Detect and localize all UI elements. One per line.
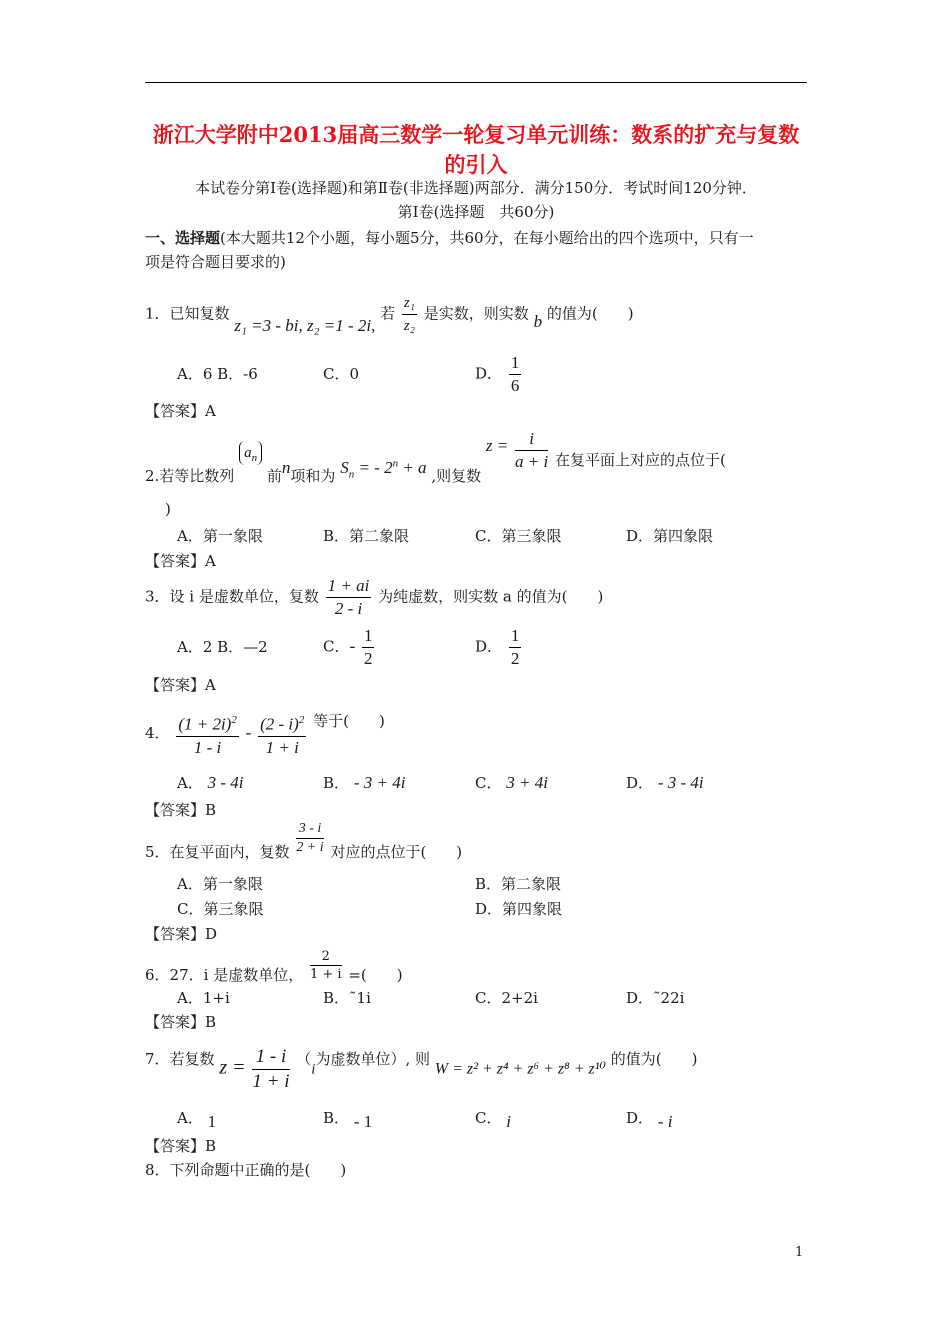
q7-z: z = (219, 1056, 246, 1079)
q6-answer-value: B (205, 1013, 217, 1031)
q2-opt-b: B．第二象限 (323, 527, 410, 545)
q3-num: 3．设 i 是虚数单位，复数 (145, 587, 319, 606)
q2-sn-sup: n (392, 456, 399, 469)
q7-frac-num: 1 - i (252, 1045, 289, 1070)
q6-frac-num: 2 (310, 948, 342, 966)
q7-opt-c-label: C． (475, 1109, 502, 1127)
part1-header: 第Ⅰ卷(选择题 共60分) (397, 203, 555, 221)
q2-opt-a: A．第一象限 (177, 527, 263, 545)
q3-opt-c-sign: - (349, 636, 356, 656)
q5-opt-b: B．第二象限 (475, 875, 562, 893)
q1-var: b (533, 311, 543, 331)
q7-i: i (311, 1061, 316, 1078)
q7-num: 7．若复数 (145, 1049, 215, 1068)
answer-label: 【答案】 (145, 402, 206, 420)
q4-answer (145, 800, 216, 820)
q4-fraction-1 (176, 709, 239, 759)
q4-opt-b-label: B． (323, 774, 350, 792)
q7-tail: 的值为( ) (610, 1049, 698, 1068)
question-1 (145, 292, 634, 338)
q2-sn (340, 456, 427, 480)
question-6 (145, 948, 403, 990)
q7-paren-tail: 为虚数单位）, 则 (315, 1049, 431, 1068)
q4-f2-num: (2 - i) (260, 714, 299, 734)
q6-opt-b: B．˜1i (323, 989, 371, 1007)
q1-tail2: 的值为( ) (546, 304, 634, 323)
q3-opt-d-frac (509, 625, 522, 670)
q2-t5: ) (165, 500, 171, 518)
q1-opt-d-label: D． (475, 364, 503, 383)
q1-fraction (402, 292, 417, 337)
header-rule (145, 82, 807, 83)
q5-opt-d: D．第四象限 (475, 900, 563, 918)
intro-text: 本试卷分第Ⅰ卷(选择题)和第Ⅱ卷(非选择题)两部分．满分150分．考试时间120分钟． (195, 179, 757, 197)
q7-opt-d-value: - i (657, 1112, 673, 1131)
q5-tail: 对应的点位于( ) (330, 842, 463, 861)
q6-opt-c: C．2+2i (475, 989, 538, 1007)
q3-fraction (326, 575, 372, 620)
q2-t2: 项和为 (290, 466, 336, 485)
q6-num: 6．27．i 是虚数单位， (145, 965, 304, 984)
q6-frac-den: 1 + i (309, 967, 342, 982)
q3-opt-d (475, 625, 523, 671)
q4-opt-b (323, 773, 405, 793)
q3-opt-c-num: 1 (362, 625, 375, 648)
q3-opt-c-frac (362, 625, 375, 670)
q4-minus: - (245, 722, 252, 742)
answer-label: 【答案】 (145, 801, 206, 819)
q3-opt-ab: A．2 B．—2 (177, 638, 268, 656)
q5-opt-a: A．第一象限 (177, 875, 263, 893)
q4-opt-d-value: - 3 - 4i (657, 773, 704, 792)
q4-opt-a (177, 773, 244, 793)
q4-opt-d-label: D． (626, 774, 654, 792)
q5-frac-den: 2 + i (296, 840, 324, 855)
q7-opt-a (177, 1108, 217, 1131)
question-7 (145, 1045, 697, 1097)
q6-fraction (310, 948, 342, 983)
answer-label: 【答案】 (145, 552, 206, 570)
q4-f1-num: (1 + 2i) (178, 714, 232, 734)
answer-label: 【答案】 (145, 676, 206, 694)
q7-opt-b (323, 1108, 373, 1131)
q2-seq-sub: n (251, 451, 258, 464)
q4-opt-b-value: - 3 + 4i (353, 773, 406, 792)
q1-frac-den: z₂ (403, 318, 415, 334)
q6-tail: =( ) (348, 965, 403, 984)
answer-label: 【答案】 (145, 925, 206, 943)
q2-z: z = (485, 435, 509, 455)
q7-answer-value: B (205, 1137, 217, 1155)
section1-desc1: (本大题共12个小题，每小题5分，共60分，在每小题给出的四个选项中，只有一 (220, 229, 754, 247)
q2-t4: 在复平面上对应的点位于( (555, 450, 726, 469)
q1-answer (145, 401, 216, 421)
q1-frac-num: z₁ (402, 292, 417, 315)
q4-f1-den: 1 - i (193, 737, 222, 757)
q4-answer-value: B (205, 801, 217, 819)
q2-opt-d: D．第四象限 (626, 527, 714, 545)
q1-opt-ab: A．6 B．-6 (177, 365, 258, 383)
q4-fraction-2 (258, 709, 306, 759)
q3-opt-d-den: 2 (510, 649, 520, 668)
q3-tail: 为纯虚数，则实数 a 的值为( ) (378, 587, 604, 606)
q2-sn-sub: n (348, 467, 355, 480)
q2-frac-num: i (515, 428, 548, 451)
q1-opt-d-frac (509, 352, 522, 397)
question-2 (145, 428, 726, 484)
q1-opt-d-num: 1 (509, 352, 522, 375)
q6-opt-a: A．1+i (177, 989, 230, 1007)
q1-answer-value: A (205, 402, 216, 420)
question-5 (145, 821, 463, 870)
q5-fraction (296, 820, 323, 857)
q4-num: 4． (145, 723, 170, 742)
q2-sn-expr: = - 2 (358, 457, 393, 477)
q7-fraction (252, 1045, 289, 1094)
q1-mid: 若 (380, 304, 396, 323)
q4-opt-d (626, 773, 704, 793)
q4-f1-sup: 2 (231, 714, 237, 726)
q7-opt-d (626, 1108, 673, 1131)
answer-label: 【答案】 (145, 1013, 206, 1031)
document-title: 浙江大学附中2013届高三数学一轮复习单元训练：数系的扩充与复数的引入 (152, 122, 800, 177)
q7-w-expr: W = z² + z⁴ + z⁶ + z⁸ + z¹⁰ (434, 1060, 606, 1078)
q4-opt-c-label: C． (475, 774, 502, 792)
q2-num: 2.若等比数列 (145, 466, 235, 485)
q5-answer-value: D (205, 925, 218, 943)
q2-answer (145, 551, 216, 571)
q3-answer-value: A (205, 676, 216, 694)
q2-t3: ,则复数 (431, 466, 482, 485)
q4-opt-a-value: 3 - 4i (207, 773, 244, 792)
q5-frac-num: 3 - i (296, 820, 323, 839)
q4-opt-a-label: A． (177, 774, 203, 792)
question-8: 8．下列命题中正确的是( ) (145, 1161, 347, 1179)
q7-answer (145, 1136, 216, 1156)
q1-expr: z₁ =3 - bi, z₂ =1 - 2i, (234, 315, 376, 335)
q1-opt-c: C．0 (323, 365, 360, 383)
q4-f2-den: 1 + i (265, 737, 299, 757)
q7-opt-b-value: - 1 (353, 1112, 373, 1131)
q7-opt-a-label: A． (177, 1109, 203, 1127)
q2-seq-a: a (244, 444, 252, 461)
q1-opt-d (475, 352, 523, 398)
q1-tail1: 是实数，则实数 (423, 304, 529, 323)
q4-f2-sup: 2 (298, 714, 305, 726)
q1-num: 1．已知复数 (145, 304, 230, 323)
q2-sn-s: S (340, 457, 349, 477)
q3-opt-c (323, 625, 376, 671)
question-4 (145, 709, 385, 757)
page-number: 1 (795, 1245, 804, 1260)
q2-frac-den: a + i (515, 452, 549, 471)
q6-opt-d: D．˜22i (626, 989, 685, 1007)
q1-opt-d-den: 6 (510, 376, 520, 395)
q7-opt-b-label: B． (323, 1109, 350, 1127)
section1-heading (145, 228, 754, 248)
q3-frac-den: 2 - i (334, 599, 363, 618)
q7-opt-d-label: D． (626, 1109, 654, 1127)
q2-n: n (281, 457, 291, 477)
q3-frac-num: 1 + ai (326, 575, 372, 598)
q5-answer (145, 924, 217, 944)
q5-num: 5．在复平面内，复数 (145, 842, 290, 861)
q2-sn-tail: + a (402, 457, 427, 477)
q7-frac-den: 1 + i (252, 1071, 290, 1092)
q2-opt-c: C．第三象限 (475, 527, 562, 545)
q2-answer-value: A (205, 552, 216, 570)
q2-fraction (515, 428, 548, 473)
q2-t1: 前 (266, 466, 282, 485)
q3-opt-d-label: D． (475, 637, 503, 656)
question-3 (145, 575, 603, 621)
q2-seq (239, 441, 262, 465)
q3-opt-c-den: 2 (363, 649, 373, 668)
q5-opt-c: C．第三象限 (177, 900, 264, 918)
q3-opt-c-label: C． (323, 637, 350, 656)
answer-label: 【答案】 (145, 1137, 206, 1155)
q7-opt-c (475, 1108, 511, 1131)
q6-answer (145, 1012, 216, 1032)
q7-opt-a-value: 1 (207, 1112, 217, 1131)
q4-tail: 等于( ) (313, 711, 385, 730)
q3-opt-d-num: 1 (509, 625, 522, 648)
section1-desc2: 项是符合题目要求的) (145, 253, 286, 271)
q4-opt-c-value: 3 + 4i (506, 773, 548, 792)
q7-opt-c-value: i (506, 1112, 511, 1131)
q3-answer (145, 675, 216, 695)
q7-paren: （ (296, 1049, 312, 1068)
section1-title: 一、选择题 (145, 229, 221, 247)
q4-opt-c (475, 773, 548, 793)
